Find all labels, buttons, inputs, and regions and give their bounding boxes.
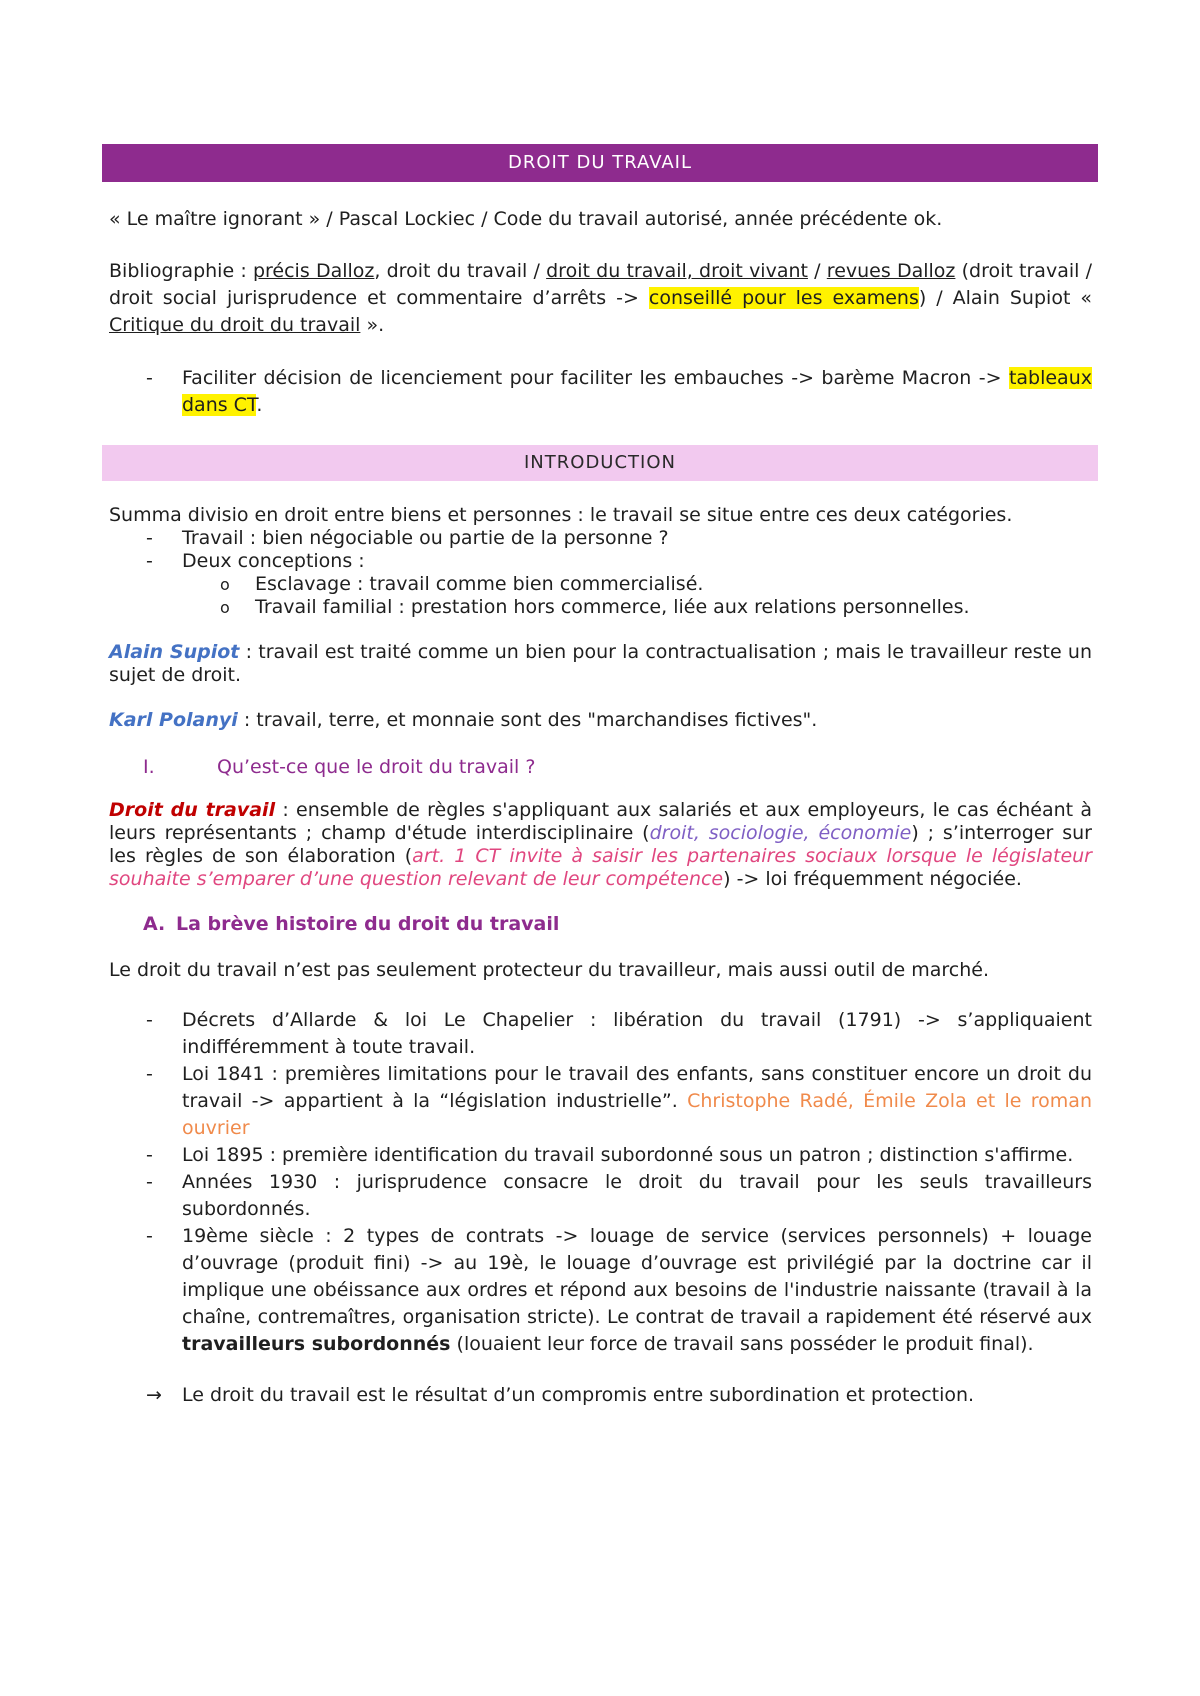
bibliography-text: (droit travail / droit social jurisprudence et commentaire d’arrêts ->: [109, 260, 1093, 309]
polanyi-paragraph: [102, 709, 1098, 732]
history-intro: Le droit du travail n’est pas seulement protecteur du travailleur, mais aussi outil de marché.: [109, 959, 990, 981]
list-item: o Travail familial : prestation hors commerce, liée aux relations personnelles.: [102, 596, 1098, 619]
introduction-title: INTRODUCTION: [524, 452, 676, 473]
document-content: [102, 144, 1098, 1409]
author-supiot: Alain Supiot: [109, 641, 240, 663]
conclusion: [102, 1382, 1098, 1409]
bibliography-text: , droit du travail /: [374, 260, 547, 282]
heading-number: A.: [143, 913, 166, 935]
document-title: DROIT DU TRAVAIL: [507, 152, 693, 173]
conceptions-list: [102, 573, 1098, 619]
list-item: - Travail : bien négociable ou partie de la personne ?: [102, 527, 1098, 550]
heading-number: I.: [143, 756, 155, 778]
summa-divisio: Summa divisio en droit entre biens et personnes : le travail se situe entre ces deux catégories.: [109, 504, 1013, 526]
bibliography-ref-precis: précis Dalloz: [252, 260, 375, 282]
article-reference: art. 1 CT invite à saisir les partenaires sociaux lorsque le législateur souhaite s’emparer d’une question relevant de leur compétence: [109, 845, 1092, 890]
list-item: - Deux conceptions :: [102, 550, 1098, 573]
list-item: [102, 365, 1098, 419]
bibliography-text: ».: [360, 314, 385, 336]
heading-title: La brève histoire du droit du travail: [176, 913, 560, 935]
definition-text: : ensemble de règles s'appliquant aux salariés et aux employeurs, le cas échéant à leurs représentants ; champ d'étude interdisciplinaire (: [109, 799, 1092, 844]
course-info: « Le maître ignorant » / Pascal Lockiec / Code du travail autorisé, année précédente ok.: [109, 208, 943, 230]
list-item: - Décrets d’Allarde & loi Le Chapelier : libération du travail (1791) -> s’appliquaient indifféremment à toute travail.: [102, 1007, 1098, 1061]
document-title-banner: [102, 144, 1098, 182]
arrow-icon: →: [146, 1384, 162, 1406]
introduction-banner: [102, 445, 1098, 481]
supiot-paragraph: [102, 641, 1098, 687]
list-item-text: 19ème siècle : 2 types de contrats -> louage de service (services personnels) + louage d’ouvrage (produit fini) -> au 19è, le louage d’ouvrage est privilégié par la doctrine car il implique une obéissance aux ordres et répond aux besoins de l'industrie naissante (travail à la chaîne, contremaîtres, organisation stricte). Le contrat de travail a rapidement été réservé aux: [182, 1225, 1092, 1328]
list-item-text: .: [256, 394, 263, 416]
heading-A: [102, 911, 1098, 937]
history-list: [102, 1007, 1098, 1358]
definition-text: ) ; s’interroger sur les règles de son élaboration (: [109, 822, 1092, 867]
list-item-text: Faciliter décision de licenciement pour faciliter les embauches -> barème Macron ->: [182, 367, 1009, 389]
macron-list: [102, 365, 1098, 419]
author-polanyi: Karl Polanyi: [109, 709, 238, 731]
term-droit-du-travail: Droit du travail: [109, 799, 276, 821]
list-item-text: Loi 1841 : premières limitations pour le travail des enfants, sans constituer encore un droit du travail -> appartient à la “législation industrielle”.: [182, 1063, 1092, 1112]
bibliography-label: Bibliographie :: [109, 260, 253, 282]
summa-list: [102, 527, 1098, 573]
bibliography-text: /: [807, 260, 827, 282]
list-item: - Loi 1895 : première identification du travail subordonné sous un patron ; distinction s'affirme.: [102, 1142, 1098, 1169]
list-item: - Années 1930 : jurisprudence consacre le droit du travail pour les seuls travailleurs subordonnés.: [102, 1169, 1098, 1223]
definition-paragraph: [102, 799, 1098, 891]
polanyi-text: : travail, terre, et monnaie sont des "marchandises fictives".: [237, 709, 818, 731]
bold-travailleurs-subordonnes: travailleurs subordonnés: [182, 1333, 451, 1355]
bibliography-text: ) / Alain Supiot «: [918, 287, 1092, 309]
disciplines: droit, sociologie, économie: [649, 822, 912, 844]
list-item: o Esclavage : travail comme bien commercialisé.: [102, 573, 1098, 596]
highlight-tableaux: tableaux dans CT: [182, 367, 1092, 416]
bibliography: [102, 258, 1098, 339]
bibliography-ref-droit-vivant: droit du travail, droit vivant: [546, 260, 808, 282]
bibliography-ref-revues: revues Dalloz: [826, 260, 956, 282]
list-item: [102, 1223, 1098, 1358]
reference-rade: Christophe Radé, Émile Zola et le roman ouvrier: [182, 1090, 1092, 1139]
heading-I: [102, 754, 1098, 780]
definition-text: ) -> loi fréquemment négociée.: [723, 868, 1022, 890]
conclusion-text: Le droit du travail est le résultat d’un compromis entre subordination et protection.: [182, 1384, 975, 1406]
list-item-text: (louaient leur force de travail sans posséder le produit final).: [450, 1333, 1034, 1355]
list-item: [102, 1061, 1098, 1142]
supiot-text: : travail est traité comme un bien pour la contractualisation ; mais le travailleur reste un sujet de droit.: [109, 641, 1093, 686]
heading-title: Qu’est-ce que le droit du travail ?: [217, 756, 536, 778]
bibliography-ref-critique: Critique du droit du travail: [109, 314, 361, 336]
bibliography-highlight: conseillé pour les examens: [648, 287, 919, 309]
